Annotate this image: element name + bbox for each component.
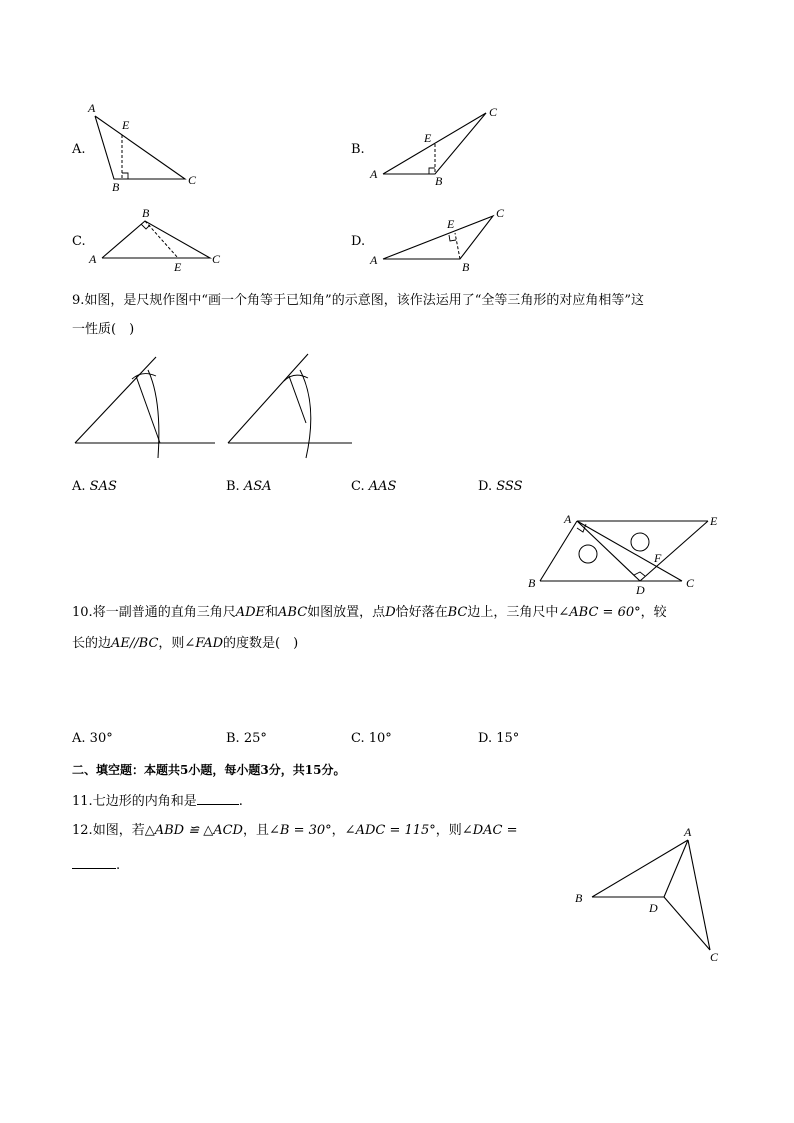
q12-answer-blank[interactable]: [72, 856, 116, 869]
q12-text: ，且: [242, 823, 269, 838]
q12-angle-dac: ∠DAC =: [461, 823, 518, 838]
q11-text: 七边形的内角和是: [92, 794, 197, 809]
section-points-each: 3: [260, 763, 269, 777]
q10-d: D: [385, 605, 396, 620]
q10-angle-abc: ∠ABC = 60°: [558, 605, 641, 620]
section-heading-text: 分。: [321, 763, 346, 777]
q8-option-b-label[interactable]: B.: [351, 142, 365, 157]
q10-text: 的度数是( ): [223, 636, 299, 651]
q9-choice-b-label: B.: [226, 479, 240, 494]
q10-line1: [72, 604, 667, 622]
point-a: A: [684, 825, 692, 839]
section-heading-text: 分，共: [268, 763, 305, 777]
point-b: B: [142, 206, 150, 220]
q9-choice-d[interactable]: [478, 478, 523, 496]
q10-choice-d-label: D.: [478, 731, 493, 746]
q12-line2: [72, 856, 120, 875]
point-f: F: [654, 551, 662, 565]
q12-text: ，则: [435, 823, 462, 838]
q9-choice-a-value: SAS: [89, 479, 117, 494]
q10-choice-b-value: 25°: [243, 731, 267, 746]
q9-choice-a-label: A.: [72, 479, 86, 494]
q12-line1: [72, 822, 518, 840]
point-e: E: [710, 514, 718, 528]
q9-choice-c-label: C.: [351, 479, 365, 494]
q9-choice-b-value: ASA: [243, 479, 272, 494]
q10-choice-c[interactable]: [351, 730, 392, 748]
q10-text: 长的边: [72, 636, 112, 651]
point-a: A: [89, 252, 97, 266]
section-points-total: 15: [304, 763, 322, 777]
q12-angle-b: ∠B = 30°: [269, 823, 332, 838]
q8-option-c-label[interactable]: C.: [72, 234, 86, 249]
q11-end: .: [238, 794, 243, 809]
q9-choice-a[interactable]: [72, 478, 117, 496]
q10-text: ，较: [640, 605, 667, 620]
point-b: B: [528, 576, 536, 590]
q9-choice-b[interactable]: [226, 478, 272, 496]
point-d: D: [636, 583, 645, 597]
q10-number: 10.: [72, 605, 93, 620]
q10-ade: ADE: [235, 605, 266, 620]
point-b: B: [112, 180, 120, 194]
point-e: E: [447, 217, 455, 231]
q10-text: 和: [265, 605, 279, 620]
point-c: C: [496, 206, 505, 220]
section-question-count: 5: [180, 763, 189, 777]
q10-choice-c-label: C.: [351, 731, 365, 746]
point-e: E: [424, 131, 432, 145]
point-a: A: [370, 167, 378, 181]
q10-text: ，则: [158, 636, 185, 651]
point-c: C: [489, 105, 498, 119]
q12-text: 如图，若: [92, 823, 145, 838]
q12-congruence: △ABD ≌ △ACD: [144, 823, 243, 838]
point-c: C: [212, 252, 221, 266]
q12-text: ，: [331, 823, 345, 838]
q12-number: 12.: [72, 823, 93, 838]
q10-figure: [522, 510, 727, 600]
q11-answer-blank[interactable]: [197, 792, 239, 805]
q10-bc: BC: [447, 605, 468, 620]
q10-choice-c-value: 10°: [368, 731, 392, 746]
point-b: B: [435, 174, 443, 188]
q10-choice-b[interactable]: [226, 730, 267, 748]
section-heading-text: 小题，每小题: [188, 763, 261, 777]
point-a: A: [564, 512, 572, 526]
point-c: C: [686, 576, 695, 590]
q8-option-c-figure: [85, 200, 235, 280]
q10-choice-b-label: B.: [226, 731, 240, 746]
q9-choice-c-value: AAS: [368, 479, 397, 494]
point-c: C: [710, 950, 719, 964]
point-d: D: [649, 901, 658, 915]
point-e: E: [122, 118, 130, 132]
q10-text: 如图放置，点: [307, 605, 386, 620]
q8-option-d-figure: [365, 200, 525, 280]
point-e: E: [174, 260, 182, 274]
q9-choice-c[interactable]: [351, 478, 396, 496]
point-a: A: [88, 101, 96, 115]
point-b: B: [575, 891, 583, 905]
q8-option-b-figure: [365, 100, 515, 195]
q10-line2: [72, 635, 298, 653]
point-a: A: [370, 253, 378, 267]
q8-option-a-label[interactable]: A.: [72, 142, 86, 157]
question-11: [72, 792, 243, 811]
q8-option-d-label[interactable]: D.: [351, 234, 366, 249]
section-2-heading: [72, 761, 345, 779]
q10-choice-a-label: A.: [72, 731, 86, 746]
q10-text: 边上，三角尺中: [467, 605, 559, 620]
q10-text: 恰好落在: [395, 605, 448, 620]
q11-number: 11.: [72, 794, 93, 809]
section-heading-text: 二、填空题：本题共: [72, 763, 181, 777]
q9-text-line2: 一性质( ): [72, 322, 135, 337]
q9-choice-d-value: SSS: [496, 479, 523, 494]
point-b: B: [462, 260, 470, 274]
q9-choice-d-label: D.: [478, 479, 493, 494]
q12-end: .: [116, 858, 121, 873]
q8-option-a-figure: [80, 95, 210, 195]
q10-choice-a-value: 30°: [89, 731, 113, 746]
q10-abc: ABC: [278, 605, 308, 620]
q9-number: 9.: [72, 293, 85, 308]
q10-choice-d[interactable]: [478, 730, 519, 748]
q12-angle-adc: ∠ADC = 115°: [344, 823, 436, 838]
point-c: C: [188, 173, 197, 187]
q10-text: 将一副普通的直角三角尺: [92, 605, 236, 620]
q9-construction-figure: [70, 350, 360, 462]
q10-choice-a[interactable]: [72, 730, 113, 748]
q12-figure: [568, 820, 728, 970]
q10-angle-fad: ∠FAD: [184, 636, 224, 651]
q10-ae-parallel-bc: AE//BC: [111, 636, 159, 651]
q9-text-line1: 如图，是尺规作图中“画一个角等于已知角”的示意图，该作法运用了“全等三角形的对应角相等”这: [84, 293, 644, 308]
q10-choice-d-value: 15°: [496, 731, 520, 746]
q9-line1: [72, 292, 644, 310]
